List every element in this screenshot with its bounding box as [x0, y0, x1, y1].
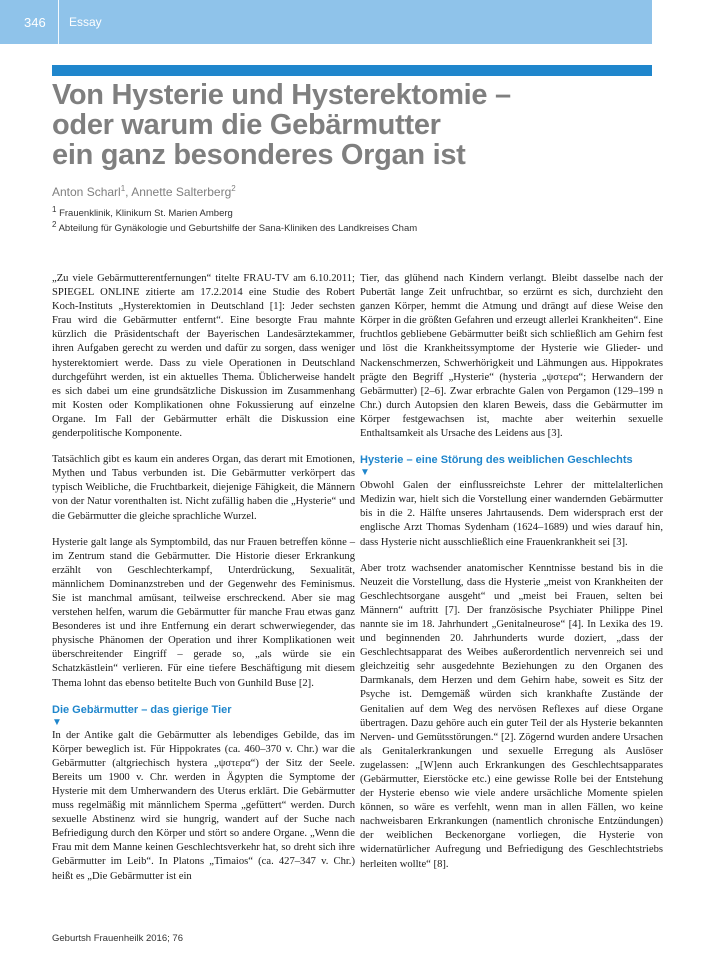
title-accent-bar [52, 65, 652, 76]
affiliation-marker: 2 [52, 220, 57, 229]
article-title [52, 80, 652, 170]
body-paragraph: Hysterie galt lange als Symptombild, das nur Frauen betreffen könne – im Zentrum stand die Gebärmutter. Die Historie dieser Erkrankung erzählt von Geschlechterkampf, Unterdrückung, Sexualität, männlichem Dominanzstreben und der Gegenwehr des Feminismus. Sie ist manchmal amüsant, teilweise erschreckend. Aber sie mag verstehen helfen, warum die Gebärmutter für manche Frau etwas ganz Besonderes ist und ihre Entfernung ein derart schwerwiegender, das physische Phänomen der Operation und ihrer Komplikationen weit überschreitender Eingriff – gerade so, „als würde sie ein Schatzkästlein“ verlieren. Für eine tiefere Beschäftigung mit diesem Thema lohnt das ebenso betitelte Buch von Gunhild Buse [2]. [52, 536, 355, 689]
page-number: 346 [24, 14, 46, 30]
journal-header-bar [0, 0, 652, 44]
affiliation-text: Frauenklinik, Klinikum St. Marien Amberg [59, 208, 233, 220]
heading-marker-icon: ▼ [52, 716, 62, 728]
affiliation-marker: 2 [231, 184, 236, 193]
body-paragraph: Tatsächlich gibt es kaum ein anderes Organ, das derart mit Emotionen, Mythen und Tabus verbunden ist. Die Gebärmutter verkörpert das typisch Weibliche, die Fruchtbarkeit, diejenige Fähigkeit, die Männern von der Natur vorenthalten ist. Nicht zufällig haben die „Hysterie“ und die Gebärmutter die gleiche sprachliche Wurzel. [52, 454, 355, 522]
author-name: Annette Salterberg [131, 185, 232, 199]
left-column [52, 272, 355, 896]
journal-citation-footer: Geburtsh Frauenheilk 2016; 76 [52, 933, 183, 944]
section-heading: Hysterie – eine Störung des weiblichen Geschlechts [360, 454, 633, 467]
affiliation [52, 220, 417, 234]
title-line: Von Hysterie und Hysterektomie – [52, 79, 511, 111]
section-heading: Die Gebärmutter – das gierige Tier [52, 703, 232, 716]
header-divider [58, 0, 59, 44]
title-line: ein ganz besonderes Organ ist [52, 139, 466, 171]
body-paragraph: Obwohl Galen der einflussreichste Lehrer der mittelalterlichen Medizin war, hielt sich die Vorstellung einer wandernden Gebärmutter bis in die 2. Hälfte unseres Jahrtausends. Dem widersprach erst der englische Arzt Thomas Sydenham (1624–1689) und wies darauf hin, dass Hysterie nicht ausschließlich eine Frauenkrankheit sei [3]. [360, 480, 663, 548]
title-line: oder warum die Gebärmutter [52, 109, 441, 141]
affiliation-marker: 1 [120, 184, 126, 193]
body-paragraph: In der Antike galt die Gebärmutter als lebendiges Gebilde, das im Körper beweglich ist. Für Hippokrates (ca. 460–370 v. Chr.) war die Gebärmutter (altgriechisch hystera „ψστερα“) der Sitz der Seele. Bereits um 1900 v. Chr. werden in Ägypten die Symptome der Hysterie mit dem Umherwandern des Uterus erklärt. Die Gebärmutter muss regelmäßig mit männlichem Sperma „gefüttert“ werden. Durch sexuelle Abstinenz wird sie hungrig, wandert auf der Suche nach Befriedigung durch den Körper und stört so andere Organe. „Wenn die Frau mit dem Manne keinen Geschlechtsverkehr hat, so dreht sich ihre Gebärmutter im Leib“. In Platons „Timaios“ (ca. 427–347 v. Chr.) heißt es „Die Gebärmutter ist ein [52, 729, 355, 882]
author-name: Anton Scharl [52, 185, 121, 199]
body-paragraph: Tier, das glühend nach Kindern verlangt. Bleibt dasselbe nach der Pubertät lange Zeit unfruchtbar, so erzürnt es sich, durchzieht den ganzen Körper, hemmt die Atmung und drängt auf diese Weise den Körper in die größten Gefahren und erzeugt allerlei Krankheiten“. Eine fruchtlos gebliebene Gebärmutter beißt sich schließlich am Gehirn fest und löst die Krankheitssymptome der Hysterie wie Glieder- und Nackenschmerzen, Schwerhörigkeit und Lähmungen aus. Hippokrates prägte den Begriff „Hysterie“ (hysteria „ψστερα“; Herwandern der Gebärmutter) [2–6]. Zwar erbrachte Galen von Pergamon (129–199 n Chr.) durch Autopsien den klaren Beweis, dass die Gebärmutter im Körper festgewachsen ist, machte aber weiterhin sexuelle Enthaltsamkeit als Ursache des Leidens aus [3]. [360, 273, 663, 440]
right-column [360, 272, 663, 884]
body-paragraph: „Zu viele Gebärmutterentfernungen“ titelte FRAU-TV am 6.10.2011; SPIEGEL ONLINE zitierte am 17.2.2014 eine Studie des Robert Koch-Instituts „Hysterektomien in Deutschland [1]: Jeder sechsten Frau wird die Gebärmutter entfernt“. Eine besorgte Frau mahnte kürzlich die Präsidentschaft der Bayerischen Landesärztekammer, ihren Aufgaben gerecht zu werden und dafür zu sorgen, dass weniger hysterektomiert werde. Dass zu viele Operationen in Deutschland durchgeführt werden, ist ein aktuelles Thema. Üblicherweise handelt es sich dabei um eine grundsätzliche Diskussion im Zusammenhang mit Kosten oder Komplikationen ohne Fokussierung auf einzelne Organe. Im Fall der Gebärmutter erhält die Diskussion eine genderpolitische Komponente. [52, 273, 355, 440]
author-list [52, 184, 236, 199]
section-label: Essay [69, 15, 102, 29]
body-paragraph: Aber trotz wachsender anatomischer Kenntnisse bestand bis in die Neuzeit die Vorstellung, dass die Hysterie „meist von Krankheiten der Geschlechtsorgane ausgeht“ und „meist bei Frauen, selten bei Männern“ auftritt [7]. Der französische Psychiater Philippe Pinel nannte sie im 18. Jahrhundert „Genitalneurose“ [4]. In Lexika des 19. und beginnenden 20. Jahrhunderts wurde doziert, „dass der Geschlechtsapparat des Weibes außerordentlich nervenreich sei und gleichzeitig sehr ausgedehnte Beziehungen zu den Organen des Darmkanals, dem Herzen und dem Gehirn habe, soweit es Sitz der Psyche ist. Demgemäß würden sich krankhafte Zustände der Genitalien auf dem Weg des nervösen Reflexes auf diese Organe übertragen. Dazu gehöre auch ein guter Teil der als Hysterie bekannten Nerven- und Gemütsstörungen.“ [2]. Zögernd wurden andere Ursachen als Genitalerkrankungen und sexuelle Erregung als Auslöser zugelassen: „[W]enn auch Erkrankungen des Geschlechtsapparates (Gebärmutter, Eierstöcke etc.) eine gewisse Rolle bei der Entstehung der Hysterie ebenso wie viele andere ursächliche Momente spielen können, so wäre es verfehlt, wenn man in allen Fällen, wo keine nachweisbaren Erkrankungen (namentlich chronische Entzündungen) der weiblichen Beckenorgane vorliegen, die Hysterie von widernatürlicher Aufregung und Befriedigung des Geschlechtstriebs herleiten wollte“ [8]. [360, 562, 663, 870]
affiliation [52, 205, 233, 219]
affiliation-text: Abteilung für Gynäkologie und Geburtshilfe der Sana-Kliniken des Landkreises Cham [58, 223, 418, 235]
affiliation-marker: 1 [52, 205, 57, 214]
author-separator: , [125, 185, 132, 199]
heading-marker-icon: ▼ [360, 467, 370, 479]
